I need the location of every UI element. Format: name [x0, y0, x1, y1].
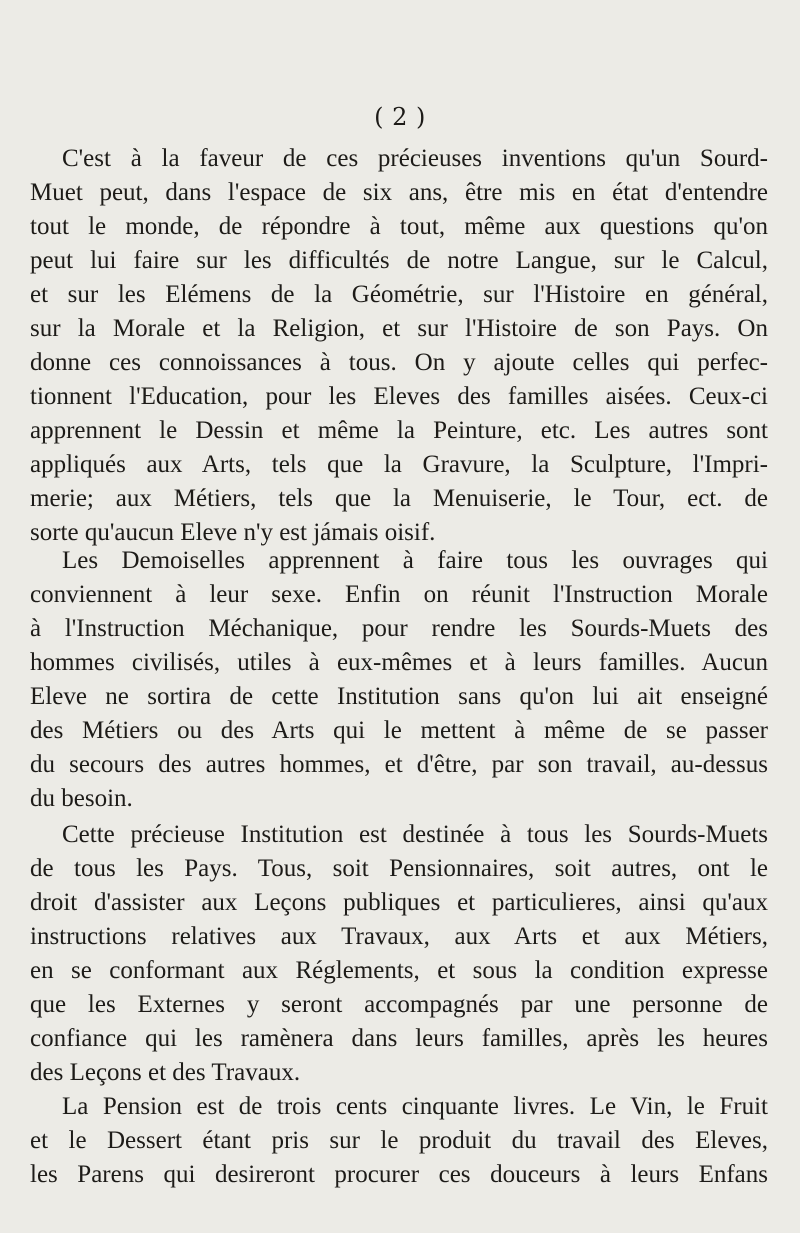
- paragraph-1-line-2: Muet peut, dans l'espace de six ans, être mis en état d'entendre: [30, 179, 768, 206]
- paragraph-2-line-6: des Métiers ou des Arts qui le mettent à même de se passer: [30, 717, 768, 744]
- paragraph-3-line-7: confiance qui les ramènera dans leurs familles, après les heures: [30, 1025, 768, 1052]
- paragraph-4-line-3: les Parens qui desireront procurer ces douceurs à leurs Enfans: [30, 1161, 768, 1188]
- paragraph-1-line-1: C'est à la faveur de ces précieuses inventions qu'un Sourd-: [62, 145, 768, 172]
- paragraph-4-line-1: La Pension est de trois cents cinquante livres. Le Vin, le Fruit: [62, 1093, 768, 1120]
- paragraph-2-line-2: conviennent à leur sexe. Enfin on réunit l'Instruction Morale: [30, 581, 768, 608]
- paragraph-1-line-7: donne ces connoissances à tous. On y ajoute celles qui perfec-: [30, 349, 768, 376]
- paragraph-1-line-5: et sur les Elémens de la Géométrie, sur l'Histoire en général,: [30, 281, 768, 308]
- paragraph-1-line-12: sorte qu'aucun Eleve n'y est jámais oisif.: [30, 519, 436, 546]
- paragraph-3-line-4: instructions relatives aux Travaux, aux Arts et aux Métiers,: [30, 923, 768, 950]
- paragraph-1-line-10: appliqués aux Arts, tels que la Gravure, la Sculpture, l'Impri-: [30, 451, 768, 478]
- paragraph-3-line-2: de tous les Pays. Tous, soit Pensionnaires, soit autres, ont le: [30, 855, 768, 882]
- paragraph-3-line-5: en se conformant aux Réglements, et sous la condition expresse: [30, 957, 768, 984]
- paragraph-3-line-1: Cette précieuse Institution est destinée à tous les Sourds-Muets: [62, 821, 768, 848]
- paragraph-3-line-8: des Leçons et des Travaux.: [30, 1059, 301, 1086]
- paragraph-2-line-1: Les Demoiselles apprennent à faire tous les ouvrages qui: [62, 547, 768, 574]
- paragraph-2-line-5: Eleve ne sortira de cette Institution sans qu'on lui ait enseigné: [30, 683, 768, 710]
- paragraph-3-line-6: que les Externes y seront accompagnés par une personne de: [30, 991, 768, 1018]
- paragraph-1-line-4: peut lui faire sur les difficultés de notre Langue, sur le Calcul,: [30, 247, 768, 274]
- paragraph-2-line-8: du besoin.: [30, 785, 133, 812]
- paragraph-3-line-3: droit d'assister aux Leçons publiques et particulieres, ainsi qu'aux: [30, 889, 768, 916]
- paragraph-4-line-2: et le Dessert étant pris sur le produit du travail des Eleves,: [30, 1127, 768, 1154]
- paragraph-1-line-6: sur la Morale et la Religion, et sur l'Histoire de son Pays. On: [30, 315, 768, 342]
- paragraph-2-line-7: du secours des autres hommes, et d'être, par son travail, au-dessus: [30, 751, 768, 778]
- paragraph-2-line-4: hommes civilisés, utiles à eux-mêmes et à leurs familles. Aucun: [30, 649, 768, 676]
- paragraph-1-line-11: merie; aux Métiers, tels que la Menuiserie, le Tour, ect. de: [30, 485, 768, 512]
- paragraph-2-line-3: à l'Instruction Méchanique, pour rendre les Sourds-Muets des: [30, 615, 768, 642]
- paragraph-1-line-8: tionnent l'Education, pour les Eleves des familles aisées. Ceux-ci: [30, 383, 768, 410]
- paragraph-1-line-3: tout le monde, de répondre à tout, même aux questions qu'on: [30, 213, 768, 240]
- paragraph-1-line-9: apprennent le Dessin et même la Peinture, etc. Les autres sont: [30, 417, 768, 444]
- page-number: ( 2 ): [374, 103, 426, 131]
